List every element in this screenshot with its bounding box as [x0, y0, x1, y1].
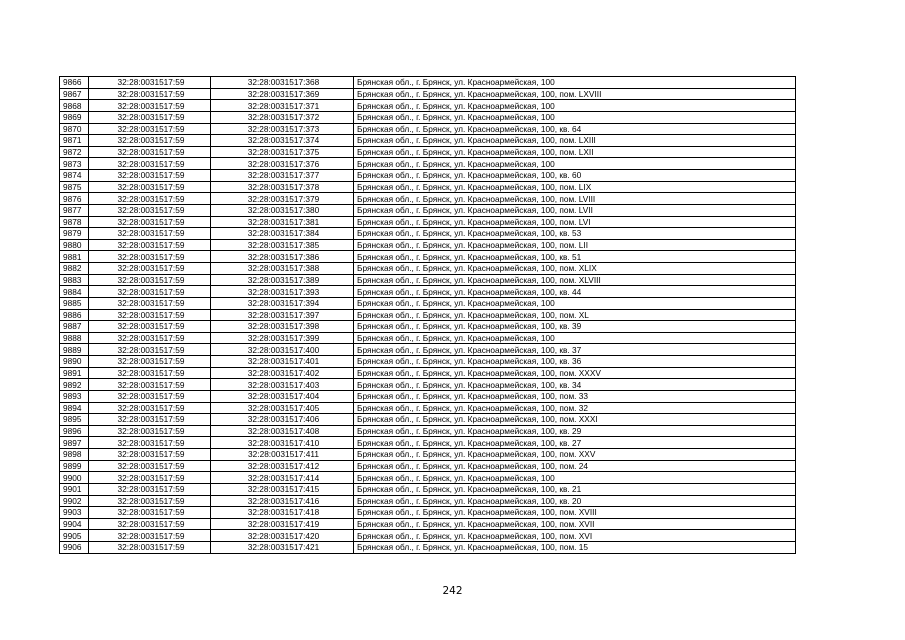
- row-number-cell: 9893: [60, 390, 89, 402]
- cadastral-number-cell: 32:28:0031517:368: [211, 77, 354, 89]
- table-row: [60, 495, 796, 507]
- row-number-cell: 9896: [60, 425, 89, 437]
- parent-cadastral-number-cell: 32:28:0031517:59: [89, 390, 211, 402]
- row-number-cell: 9902: [60, 495, 89, 507]
- address-cell: Брянская обл., г. Брянск, ул. Красноармейская, 100, пом. LVIII: [354, 193, 796, 205]
- address-cell: Брянская обл., г. Брянск, ул. Красноармейская, 100, кв. 34: [354, 379, 796, 391]
- cadastral-number-cell: 32:28:0031517:400: [211, 344, 354, 356]
- parent-cadastral-number-cell: 32:28:0031517:59: [89, 449, 211, 461]
- parent-cadastral-number-cell: 32:28:0031517:59: [89, 204, 211, 216]
- row-number-cell: 9879: [60, 228, 89, 240]
- table-row: [60, 123, 796, 135]
- parent-cadastral-number-cell: 32:28:0031517:59: [89, 460, 211, 472]
- parent-cadastral-number-cell: 32:28:0031517:59: [89, 356, 211, 368]
- cadastral-number-cell: 32:28:0031517:374: [211, 135, 354, 147]
- parent-cadastral-number-cell: 32:28:0031517:59: [89, 286, 211, 298]
- row-number-cell: 9906: [60, 542, 89, 554]
- row-number-cell: 9875: [60, 181, 89, 193]
- table-row: [60, 204, 796, 216]
- parent-cadastral-number-cell: 32:28:0031517:59: [89, 402, 211, 414]
- cadastral-number-cell: 32:28:0031517:397: [211, 309, 354, 321]
- cadastral-number-cell: 32:28:0031517:380: [211, 204, 354, 216]
- row-number-cell: 9887: [60, 321, 89, 333]
- address-cell: Брянская обл., г. Брянск, ул. Красноармейская, 100: [354, 332, 796, 344]
- parent-cadastral-number-cell: 32:28:0031517:59: [89, 414, 211, 426]
- cadastral-number-cell: 32:28:0031517:389: [211, 274, 354, 286]
- cadastral-number-cell: 32:28:0031517:398: [211, 321, 354, 333]
- row-number-cell: 9905: [60, 530, 89, 542]
- address-cell: Брянская обл., г. Брянск, ул. Красноармейская, 100, кв. 21: [354, 483, 796, 495]
- parent-cadastral-number-cell: 32:28:0031517:59: [89, 507, 211, 519]
- address-cell: Брянская обл., г. Брянск, ул. Красноармейская, 100, пом. XLVIII: [354, 274, 796, 286]
- table-row: [60, 402, 796, 414]
- address-cell: Брянская обл., г. Брянск, ул. Красноармейская, 100, пом. 15: [354, 542, 796, 554]
- address-cell: Брянская обл., г. Брянск, ул. Красноармейская, 100: [354, 158, 796, 170]
- parent-cadastral-number-cell: 32:28:0031517:59: [89, 216, 211, 228]
- address-cell: Брянская обл., г. Брянск, ул. Красноармейская, 100, кв. 51: [354, 251, 796, 263]
- parent-cadastral-number-cell: 32:28:0031517:59: [89, 135, 211, 147]
- row-number-cell: 9866: [60, 77, 89, 89]
- cadastral-number-cell: 32:28:0031517:412: [211, 460, 354, 472]
- address-cell: Брянская обл., г. Брянск, ул. Красноармейская, 100, пом. 24: [354, 460, 796, 472]
- row-number-cell: 9891: [60, 367, 89, 379]
- cadastral-number-cell: 32:28:0031517:405: [211, 402, 354, 414]
- row-number-cell: 9872: [60, 146, 89, 158]
- row-number-cell: 9884: [60, 286, 89, 298]
- cadastral-number-cell: 32:28:0031517:403: [211, 379, 354, 391]
- cadastral-number-cell: 32:28:0031517:416: [211, 495, 354, 507]
- parent-cadastral-number-cell: 32:28:0031517:59: [89, 274, 211, 286]
- address-cell: Брянская обл., г. Брянск, ул. Красноармейская, 100: [354, 100, 796, 112]
- parent-cadastral-number-cell: 32:28:0031517:59: [89, 472, 211, 484]
- table-row: [60, 542, 796, 554]
- parent-cadastral-number-cell: 32:28:0031517:59: [89, 77, 211, 89]
- row-number-cell: 9876: [60, 193, 89, 205]
- parent-cadastral-number-cell: 32:28:0031517:59: [89, 367, 211, 379]
- table-row: [60, 332, 796, 344]
- address-cell: Брянская обл., г. Брянск, ул. Красноармейская, 100, кв. 20: [354, 495, 796, 507]
- row-number-cell: 9886: [60, 309, 89, 321]
- row-number-cell: 9867: [60, 88, 89, 100]
- cadastral-number-cell: 32:28:0031517:373: [211, 123, 354, 135]
- cadastral-number-cell: 32:28:0031517:371: [211, 100, 354, 112]
- address-cell: Брянская обл., г. Брянск, ул. Красноармейская, 100, пом. LVII: [354, 204, 796, 216]
- row-number-cell: 9888: [60, 332, 89, 344]
- table-row: [60, 135, 796, 147]
- table-row: [60, 390, 796, 402]
- cadastral-number-cell: 32:28:0031517:411: [211, 449, 354, 461]
- table-row: [60, 193, 796, 205]
- table-row: [60, 483, 796, 495]
- parent-cadastral-number-cell: 32:28:0031517:59: [89, 425, 211, 437]
- address-cell: Брянская обл., г. Брянск, ул. Красноармейская, 100, кв. 53: [354, 228, 796, 240]
- table-row: [60, 297, 796, 309]
- parent-cadastral-number-cell: 32:28:0031517:59: [89, 239, 211, 251]
- table-row: [60, 321, 796, 333]
- cadastral-number-cell: 32:28:0031517:393: [211, 286, 354, 298]
- parent-cadastral-number-cell: 32:28:0031517:59: [89, 483, 211, 495]
- row-number-cell: 9885: [60, 297, 89, 309]
- page-number: 242: [442, 585, 463, 597]
- table-row: [60, 111, 796, 123]
- row-number-cell: 9874: [60, 170, 89, 182]
- address-cell: Брянская обл., г. Брянск, ул. Красноармейская, 100, пом. 33: [354, 390, 796, 402]
- table-row: [60, 100, 796, 112]
- registry-table-body: [60, 77, 796, 554]
- parent-cadastral-number-cell: 32:28:0031517:59: [89, 263, 211, 275]
- cadastral-number-cell: 32:28:0031517:414: [211, 472, 354, 484]
- table-row: [60, 309, 796, 321]
- row-number-cell: 9895: [60, 414, 89, 426]
- row-number-cell: 9871: [60, 135, 89, 147]
- address-cell: Брянская обл., г. Брянск, ул. Красноармейская, 100, пом. LXIII: [354, 135, 796, 147]
- cadastral-number-cell: 32:28:0031517:375: [211, 146, 354, 158]
- row-number-cell: 9890: [60, 356, 89, 368]
- parent-cadastral-number-cell: 32:28:0031517:59: [89, 332, 211, 344]
- row-number-cell: 9898: [60, 449, 89, 461]
- cadastral-number-cell: 32:28:0031517:385: [211, 239, 354, 251]
- row-number-cell: 9870: [60, 123, 89, 135]
- parent-cadastral-number-cell: 32:28:0031517:59: [89, 181, 211, 193]
- cadastral-number-cell: 32:28:0031517:377: [211, 170, 354, 182]
- row-number-cell: 9894: [60, 402, 89, 414]
- row-number-cell: 9883: [60, 274, 89, 286]
- table-row: [60, 344, 796, 356]
- cadastral-number-cell: 32:28:0031517:420: [211, 530, 354, 542]
- address-cell: Брянская обл., г. Брянск, ул. Красноармейская, 100, пом. XVII: [354, 518, 796, 530]
- cadastral-number-cell: 32:28:0031517:402: [211, 367, 354, 379]
- parent-cadastral-number-cell: 32:28:0031517:59: [89, 111, 211, 123]
- address-cell: Брянская обл., г. Брянск, ул. Красноармейская, 100, кв. 36: [354, 356, 796, 368]
- parent-cadastral-number-cell: 32:28:0031517:59: [89, 158, 211, 170]
- cadastral-number-cell: 32:28:0031517:410: [211, 437, 354, 449]
- parent-cadastral-number-cell: 32:28:0031517:59: [89, 379, 211, 391]
- row-number-cell: 9873: [60, 158, 89, 170]
- address-cell: Брянская обл., г. Брянск, ул. Красноармейская, 100, пом. XLIX: [354, 263, 796, 275]
- parent-cadastral-number-cell: 32:28:0031517:59: [89, 123, 211, 135]
- table-row: [60, 228, 796, 240]
- parent-cadastral-number-cell: 32:28:0031517:59: [89, 228, 211, 240]
- cadastral-number-cell: 32:28:0031517:404: [211, 390, 354, 402]
- table-row: [60, 77, 796, 89]
- cadastral-number-cell: 32:28:0031517:415: [211, 483, 354, 495]
- cadastral-number-cell: 32:28:0031517:399: [211, 332, 354, 344]
- cadastral-number-cell: 32:28:0031517:384: [211, 228, 354, 240]
- address-cell: Брянская обл., г. Брянск, ул. Красноармейская, 100, пом. XXXI: [354, 414, 796, 426]
- row-number-cell: 9892: [60, 379, 89, 391]
- row-number-cell: 9901: [60, 483, 89, 495]
- address-cell: Брянская обл., г. Брянск, ул. Красноармейская, 100, кв. 64: [354, 123, 796, 135]
- parent-cadastral-number-cell: 32:28:0031517:59: [89, 344, 211, 356]
- table-row: [60, 286, 796, 298]
- address-cell: Брянская обл., г. Брянск, ул. Красноармейская, 100, пом. XXXV: [354, 367, 796, 379]
- parent-cadastral-number-cell: 32:28:0031517:59: [89, 146, 211, 158]
- row-number-cell: 9899: [60, 460, 89, 472]
- table-row: [60, 146, 796, 158]
- address-cell: Брянская обл., г. Брянск, ул. Красноармейская, 100, пом. XVIII: [354, 507, 796, 519]
- cadastral-number-cell: 32:28:0031517:381: [211, 216, 354, 228]
- table-row: [60, 88, 796, 100]
- parent-cadastral-number-cell: 32:28:0031517:59: [89, 170, 211, 182]
- address-cell: Брянская обл., г. Брянск, ул. Красноармейская, 100: [354, 111, 796, 123]
- parent-cadastral-number-cell: 32:28:0031517:59: [89, 297, 211, 309]
- parent-cadastral-number-cell: 32:28:0031517:59: [89, 530, 211, 542]
- parent-cadastral-number-cell: 32:28:0031517:59: [89, 495, 211, 507]
- parent-cadastral-number-cell: 32:28:0031517:59: [89, 309, 211, 321]
- table-row: [60, 239, 796, 251]
- parent-cadastral-number-cell: 32:28:0031517:59: [89, 542, 211, 554]
- address-cell: Брянская обл., г. Брянск, ул. Красноармейская, 100, пом. LIX: [354, 181, 796, 193]
- row-number-cell: 9889: [60, 344, 89, 356]
- address-cell: Брянская обл., г. Брянск, ул. Красноармейская, 100: [354, 297, 796, 309]
- address-cell: Брянская обл., г. Брянск, ул. Красноармейская, 100: [354, 77, 796, 89]
- table-row: [60, 263, 796, 275]
- parent-cadastral-number-cell: 32:28:0031517:59: [89, 88, 211, 100]
- address-cell: Брянская обл., г. Брянск, ул. Красноармейская, 100, кв. 27: [354, 437, 796, 449]
- table-row: [60, 437, 796, 449]
- registry-table-container: [59, 76, 795, 554]
- cadastral-number-cell: 32:28:0031517:418: [211, 507, 354, 519]
- table-row: [60, 356, 796, 368]
- row-number-cell: 9900: [60, 472, 89, 484]
- table-row: [60, 158, 796, 170]
- cadastral-number-cell: 32:28:0031517:406: [211, 414, 354, 426]
- address-cell: Брянская обл., г. Брянск, ул. Красноармейская, 100, пом. LXII: [354, 146, 796, 158]
- registry-table: [59, 76, 796, 554]
- row-number-cell: 9903: [60, 507, 89, 519]
- parent-cadastral-number-cell: 32:28:0031517:59: [89, 321, 211, 333]
- table-row: [60, 518, 796, 530]
- table-row: [60, 367, 796, 379]
- table-row: [60, 530, 796, 542]
- row-number-cell: 9878: [60, 216, 89, 228]
- table-row: [60, 507, 796, 519]
- row-number-cell: 9882: [60, 263, 89, 275]
- cadastral-number-cell: 32:28:0031517:394: [211, 297, 354, 309]
- address-cell: Брянская обл., г. Брянск, ул. Красноармейская, 100, пом. XL: [354, 309, 796, 321]
- address-cell: Брянская обл., г. Брянск, ул. Красноармейская, 100, кв. 60: [354, 170, 796, 182]
- parent-cadastral-number-cell: 32:28:0031517:59: [89, 518, 211, 530]
- cadastral-number-cell: 32:28:0031517:379: [211, 193, 354, 205]
- row-number-cell: 9881: [60, 251, 89, 263]
- cadastral-number-cell: 32:28:0031517:386: [211, 251, 354, 263]
- address-cell: Брянская обл., г. Брянск, ул. Красноармейская, 100, пом. LII: [354, 239, 796, 251]
- cadastral-number-cell: 32:28:0031517:421: [211, 542, 354, 554]
- table-row: [60, 379, 796, 391]
- table-row: [60, 274, 796, 286]
- parent-cadastral-number-cell: 32:28:0031517:59: [89, 100, 211, 112]
- table-row: [60, 216, 796, 228]
- parent-cadastral-number-cell: 32:28:0031517:59: [89, 437, 211, 449]
- address-cell: Брянская обл., г. Брянск, ул. Красноармейская, 100, кв. 39: [354, 321, 796, 333]
- cadastral-number-cell: 32:28:0031517:372: [211, 111, 354, 123]
- address-cell: Брянская обл., г. Брянск, ул. Красноармейская, 100, кв. 37: [354, 344, 796, 356]
- address-cell: Брянская обл., г. Брянск, ул. Красноармейская, 100, пом. XVI: [354, 530, 796, 542]
- parent-cadastral-number-cell: 32:28:0031517:59: [89, 193, 211, 205]
- cadastral-number-cell: 32:28:0031517:376: [211, 158, 354, 170]
- table-row: [60, 251, 796, 263]
- row-number-cell: 9877: [60, 204, 89, 216]
- cadastral-number-cell: 32:28:0031517:408: [211, 425, 354, 437]
- cadastral-number-cell: 32:28:0031517:369: [211, 88, 354, 100]
- table-row: [60, 425, 796, 437]
- table-row: [60, 170, 796, 182]
- table-row: [60, 414, 796, 426]
- cadastral-number-cell: 32:28:0031517:378: [211, 181, 354, 193]
- table-row: [60, 449, 796, 461]
- address-cell: Брянская обл., г. Брянск, ул. Красноармейская, 100, кв. 44: [354, 286, 796, 298]
- cadastral-number-cell: 32:28:0031517:401: [211, 356, 354, 368]
- table-row: [60, 181, 796, 193]
- address-cell: Брянская обл., г. Брянск, ул. Красноармейская, 100, пом. 32: [354, 402, 796, 414]
- address-cell: Брянская обл., г. Брянск, ул. Красноармейская, 100, пом. LVI: [354, 216, 796, 228]
- parent-cadastral-number-cell: 32:28:0031517:59: [89, 251, 211, 263]
- row-number-cell: 9880: [60, 239, 89, 251]
- address-cell: Брянская обл., г. Брянск, ул. Красноармейская, 100, пом. LXVIII: [354, 88, 796, 100]
- cadastral-number-cell: 32:28:0031517:388: [211, 263, 354, 275]
- row-number-cell: 9868: [60, 100, 89, 112]
- row-number-cell: 9869: [60, 111, 89, 123]
- row-number-cell: 9897: [60, 437, 89, 449]
- address-cell: Брянская обл., г. Брянск, ул. Красноармейская, 100, пом. XXV: [354, 449, 796, 461]
- table-row: [60, 472, 796, 484]
- cadastral-number-cell: 32:28:0031517:419: [211, 518, 354, 530]
- address-cell: Брянская обл., г. Брянск, ул. Красноармейская, 100, кв. 29: [354, 425, 796, 437]
- row-number-cell: 9904: [60, 518, 89, 530]
- table-row: [60, 460, 796, 472]
- address-cell: Брянская обл., г. Брянск, ул. Красноармейская, 100: [354, 472, 796, 484]
